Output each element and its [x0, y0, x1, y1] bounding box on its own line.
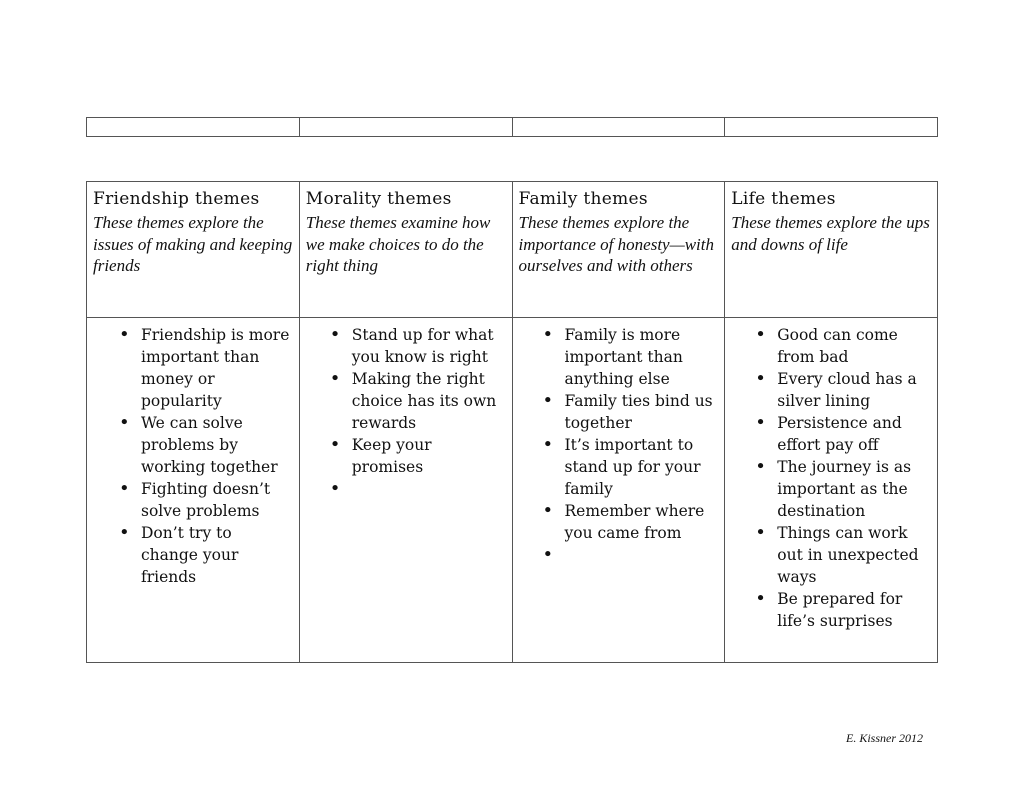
- life-title: Life themes: [731, 189, 836, 209]
- list-item: • Every cloud has a silver lining: [777, 368, 931, 412]
- list-item: • Family ties bind us together: [565, 390, 719, 434]
- list-item: • Things can work out in unexpected ways: [777, 522, 931, 588]
- life-description: These themes explore the ups and downs of life: [731, 213, 930, 254]
- empty-cell: [512, 118, 725, 137]
- life-list: [731, 324, 931, 632]
- morality-description: These themes examine how we make choices to do the right thing: [305, 213, 491, 275]
- themes-header-row: [87, 182, 938, 318]
- friendship-description: These themes explore the issues of making and keeping friends: [93, 213, 293, 275]
- list-item: • The journey is as important as the destination: [777, 456, 931, 522]
- themes-list-row: [87, 318, 938, 663]
- empty-cell: [299, 118, 512, 137]
- list-item: • It’s important to stand up for your family: [565, 434, 719, 500]
- friendship-list: [93, 324, 293, 588]
- list-item: • Good can come from bad: [777, 324, 931, 368]
- empty-cell: [725, 118, 938, 137]
- family-title: Family themes: [518, 189, 648, 209]
- family-description: These themes explore the importance of honesty—with ourselves and with others: [518, 213, 714, 275]
- life-list-cell: [725, 318, 938, 663]
- friendship-header-cell: [87, 182, 300, 318]
- friendship-list-cell: [87, 318, 300, 663]
- list-item: • Keep your promises: [352, 434, 506, 478]
- footer-credit: E. Kissner 2012: [846, 731, 924, 745]
- friendship-title: Friendship themes: [93, 189, 260, 209]
- list-item: • Stand up for what you know is right: [352, 324, 506, 368]
- family-header-cell: [512, 182, 725, 318]
- morality-list: [306, 324, 506, 478]
- life-header-cell: [725, 182, 938, 318]
- list-item: • Remember where you came from: [565, 500, 719, 544]
- empty-cell: [87, 118, 300, 137]
- list-item: • Family is more important than anything else: [565, 324, 719, 390]
- morality-list-cell: [299, 318, 512, 663]
- morality-header-cell: [299, 182, 512, 318]
- empty-header-table: [86, 117, 938, 137]
- list-item: • Don’t try to change your friends: [141, 522, 293, 588]
- family-list-cell: [512, 318, 725, 663]
- list-item: • Making the right choice has its own rewards: [352, 368, 506, 434]
- list-item: • Friendship is more important than money or popularity: [141, 324, 293, 412]
- list-item: • We can solve problems by working together: [141, 412, 293, 478]
- morality-title: Morality themes: [305, 189, 452, 209]
- family-list: [519, 324, 719, 544]
- empty-row: [87, 118, 938, 137]
- themes-table: [86, 181, 938, 663]
- list-item: • Fighting doesn’t solve problems: [141, 478, 293, 522]
- list-item: • Persistence and effort pay off: [777, 412, 931, 456]
- list-item: • Be prepared for life’s surprises: [777, 588, 931, 632]
